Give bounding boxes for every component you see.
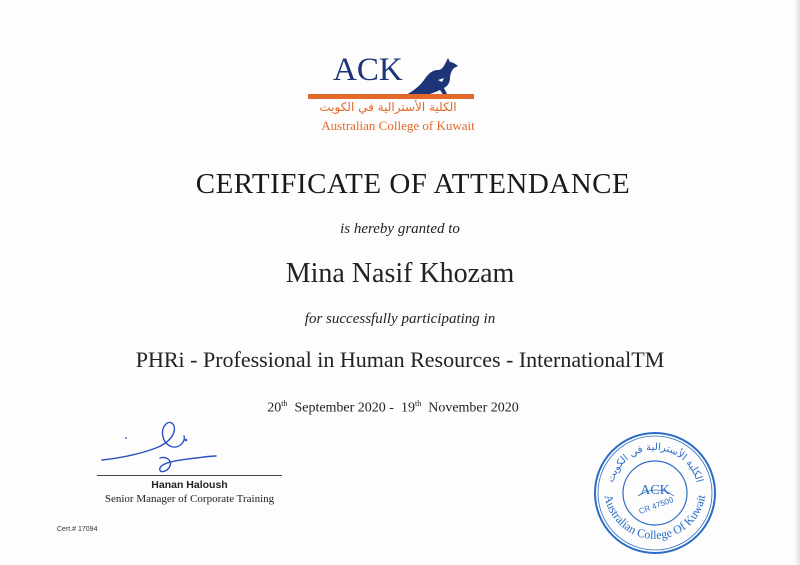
start-day-suffix: th [281, 399, 288, 408]
logo-arabic-name: الكلية الأسترالية في الكويت [319, 100, 457, 114]
participation-line: for successfully participating in [304, 311, 496, 327]
logo-underline-bar [308, 94, 474, 99]
svg-text:CR 47500: CR 47500 [637, 495, 675, 517]
svg-text:Australian College Of Kuwait: Australian College Of Kuwait [601, 493, 709, 543]
granted-text: is hereby granted to [340, 221, 460, 237]
signature-line [97, 475, 282, 476]
college-logo [300, 50, 500, 140]
end-day-suffix: th [414, 399, 422, 408]
signature-mark [100, 412, 230, 484]
start-day: 20 [267, 400, 282, 416]
recipient-name: Mina Nasif Khozam [285, 258, 515, 289]
signatory-name: Hanan Haloush [151, 479, 228, 491]
end-day: 19 [400, 400, 415, 416]
college-seal-stamp [590, 428, 720, 558]
certificate-number: Cert.# 17094 [57, 526, 98, 533]
end-date-rest: November 2020 [428, 400, 519, 416]
signatory-title: Senior Manager of Corporate Training [104, 493, 275, 505]
logo-english-name: Australian College of Kuwait [321, 118, 475, 133]
svg-text:ACK: ACK [640, 483, 670, 498]
start-date-rest: September 2020 - [294, 400, 394, 416]
svg-text:الكلية الأسترالية في الكويت: الكلية الأسترالية في الكويت [605, 441, 705, 484]
course-name: PHRi - Professional in Human Resources - InternationalTM [135, 347, 665, 372]
logo-abbreviation: ACK [333, 52, 403, 88]
certificate-title: CERTIFICATE OF ATTENDANCE [195, 168, 631, 200]
